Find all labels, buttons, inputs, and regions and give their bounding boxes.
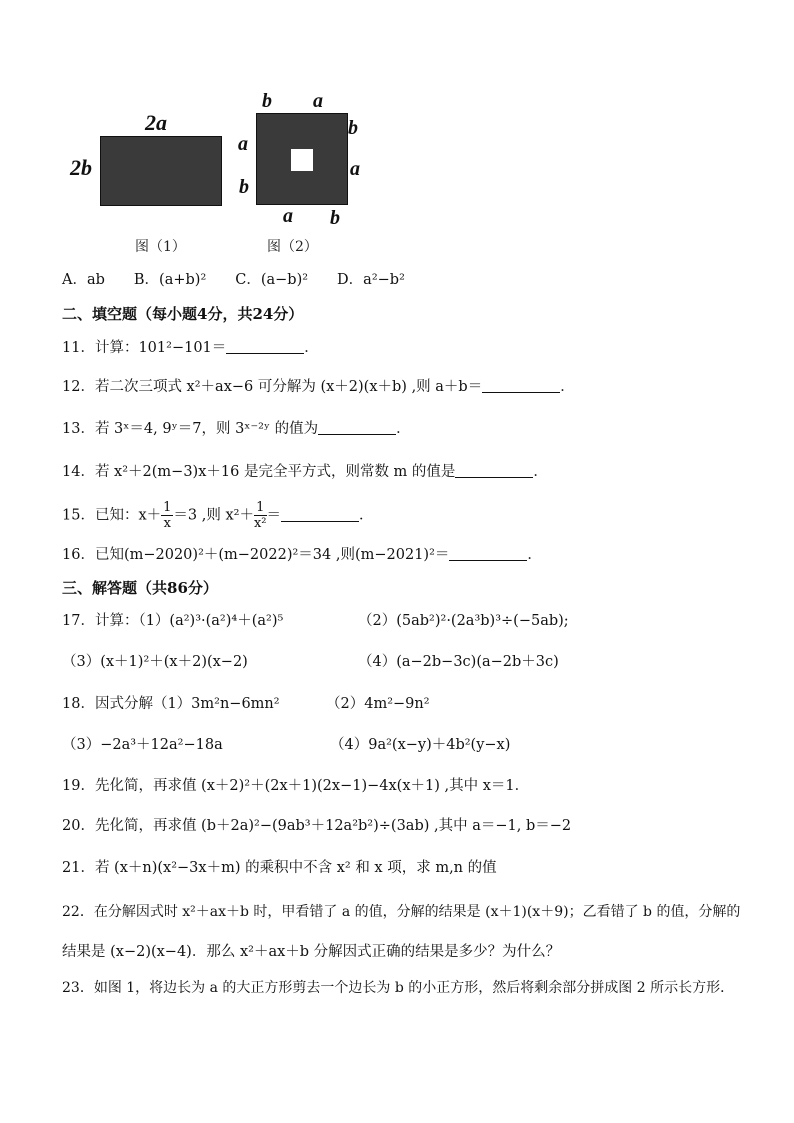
q12-text: 12．若二次三项式 x²＋ax−6 可分解为 (x＋2)(x＋b) ,则 a＋b＝ bbox=[62, 379, 483, 395]
fig2-top-b: b bbox=[262, 90, 272, 112]
q15-end: ． bbox=[359, 507, 374, 524]
question-15 bbox=[62, 500, 374, 531]
q15-den2: x² bbox=[253, 516, 267, 531]
q11-text: 11．计算：101²−101＝ bbox=[62, 340, 227, 356]
q16-text: 16．已知(m−2020)²＋(m−2022)²＝34 ,则(m−2021)²＝ bbox=[62, 547, 450, 563]
q15-blank bbox=[281, 507, 359, 522]
q15-eq: ＝ bbox=[266, 507, 282, 524]
question-21: 21．若 (x＋n)(x²−3x＋m) 的乘积中不含 x² 和 x 项，求 m,n 的值 bbox=[62, 860, 497, 876]
q12-blank bbox=[482, 378, 560, 393]
question-16 bbox=[62, 545, 542, 565]
fig2-caption: 图（2） bbox=[267, 239, 318, 255]
fig1-caption: 图（1） bbox=[135, 239, 186, 255]
question-14 bbox=[62, 462, 548, 482]
fig2-right-b: b bbox=[348, 117, 358, 139]
fig2-bottom-a: a bbox=[283, 205, 293, 227]
question-18-part1: 18．因式分解（1）3m²n−6mn² bbox=[62, 696, 280, 712]
question-19: 19．先化简，再求值 (x＋2)²＋(2x＋1)(2x−1)−4x(x＋1) ,其中 x＝1． bbox=[62, 778, 530, 794]
question-17-part3: （3）(x＋1)²＋(x＋2)(x−2) bbox=[62, 654, 248, 670]
section2-title: 二、填空题（每小题4分，共24分） bbox=[62, 305, 304, 323]
fig2-bottom-b: b bbox=[330, 207, 340, 229]
question-23: 23．如图 1，将边长为 a 的大正方形剪去一个边长为 b 的小正方形，然后将剩余部分拼成图 2 所示长方形． bbox=[62, 980, 735, 996]
q14-blank bbox=[455, 463, 533, 478]
q16-end: ． bbox=[527, 547, 542, 563]
question-12 bbox=[62, 377, 575, 397]
q15-num2: 1 bbox=[254, 500, 267, 516]
fig2-right-a: a bbox=[350, 158, 360, 180]
question-17-part2: （2）(5ab²)²·(2a³b)³÷(−5ab); bbox=[358, 613, 569, 629]
q15-fraction-2 bbox=[254, 500, 267, 531]
section3-title: 三、解答题（共86分） bbox=[62, 579, 218, 597]
figure-1 bbox=[100, 136, 222, 206]
q13-blank bbox=[318, 420, 396, 435]
q15-prefix: 15．已知：x＋ bbox=[62, 507, 162, 524]
question-18-part3: （3）−2a³＋12a²−18a bbox=[62, 737, 223, 753]
q14-text: 14．若 x²＋2(m−3)x＋16 是完全平方式，则常数 m 的值是 bbox=[62, 464, 456, 480]
q13-text: 13．若 3ˣ＝4, 9ʸ＝7，则 3ˣ⁻²ʸ 的值为 bbox=[62, 421, 319, 437]
fig1-top-label: 2a bbox=[145, 110, 167, 135]
question-17-part4: （4）(a−2b−3c)(a−2b＋3c) bbox=[358, 654, 559, 670]
question-18-part2: （2）4m²−9n² bbox=[326, 696, 430, 712]
q14-end: ． bbox=[533, 464, 548, 480]
q15-mid: ＝3 ,则 x²＋ bbox=[173, 507, 254, 524]
q11-blank bbox=[226, 339, 304, 354]
question-17-part1: 17．计算：（1）(a²)³·(a²)⁴＋(a²)⁵ bbox=[62, 613, 284, 629]
fig2-top-a: a bbox=[313, 90, 323, 112]
options-line: A．ab B．(a+b)² C．(a−b)² D．a²−b² bbox=[62, 272, 405, 288]
q16-blank bbox=[449, 546, 527, 561]
q15-den1: x bbox=[163, 516, 171, 531]
fig1-left-label: 2b bbox=[70, 155, 92, 180]
question-18-part4: （4）9a²(x−y)＋4b²(y−x) bbox=[330, 737, 511, 753]
question-11: 11．计算：101²−101＝ ． bbox=[62, 340, 319, 356]
q13-end: ． bbox=[396, 421, 411, 437]
question-22-line1: 22．在分解因式时 x²＋ax＋b 时，甲看错了 a 的值，分解的结果是 (x＋1)(x＋9)；乙看错了 b 的值，分解的 bbox=[62, 904, 741, 920]
fig2-left-a: a bbox=[238, 133, 248, 155]
fig2-inner-hole bbox=[291, 149, 313, 171]
fig2-left-b: b bbox=[239, 176, 249, 198]
q12-end: ． bbox=[560, 379, 575, 395]
question-13 bbox=[62, 419, 411, 439]
q15-fraction-1 bbox=[161, 500, 173, 531]
question-22-line2: 结果是 (x−2)(x−4)．那么 x²＋ax＋b 分解因式正确的结果是多少？为什么？ bbox=[62, 944, 561, 960]
q15-num1: 1 bbox=[163, 500, 172, 515]
question-20: 20．先化简，再求值 (b＋2a)²−(9ab³＋12a²b²)÷(3ab) ,其中 a＝−1, b＝−2 bbox=[62, 818, 572, 834]
